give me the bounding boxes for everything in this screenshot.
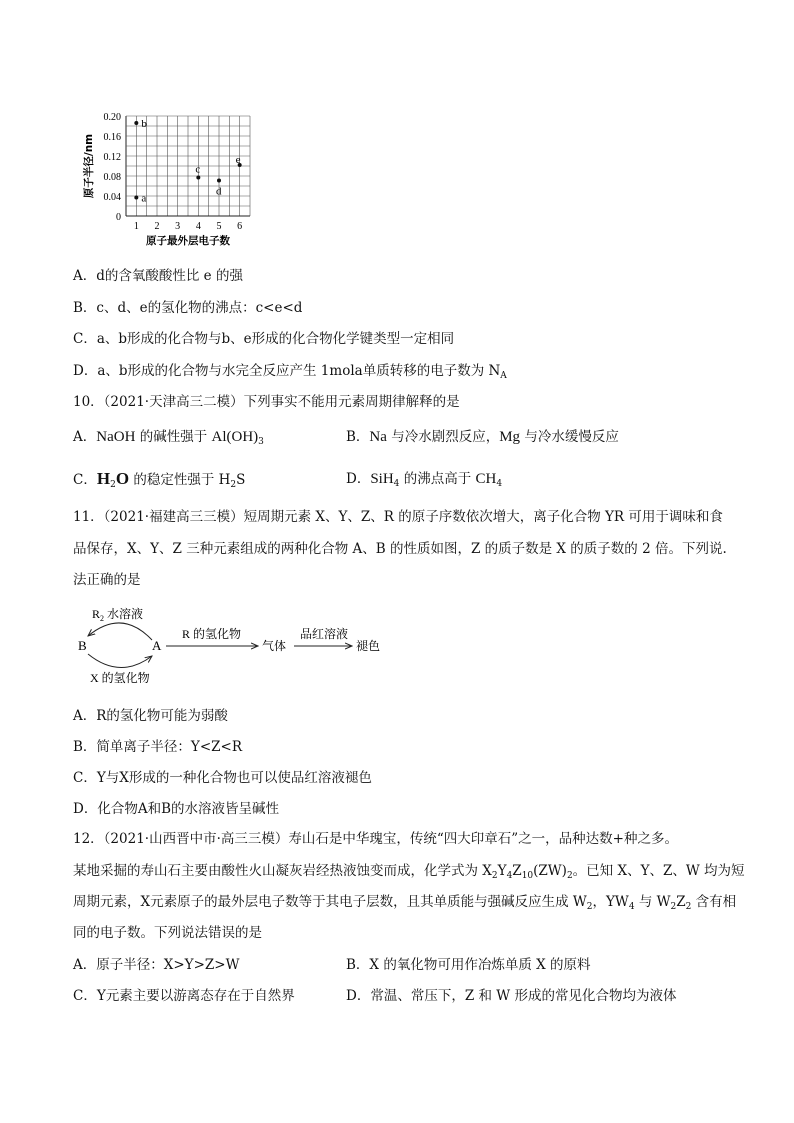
q9-option-c: C．a、b形成的化合物与b、e形成的化合物化学键类型一定相同 xyxy=(73,331,455,347)
q11-option-a: A．R的氢化物可能为弱酸 xyxy=(73,708,228,724)
q10-d-chem1: SiH xyxy=(370,471,394,487)
q10-b-end: 与冷水缓慢反应 xyxy=(520,429,619,445)
q10-b-chem1: Na xyxy=(369,429,387,445)
q10-b-prefix: B． xyxy=(346,429,370,445)
data-point-label-e: e xyxy=(235,154,241,166)
q9-option-a: A．d的含氧酸酸性比 e 的强 xyxy=(73,268,243,284)
q11-stem-line2: 品保存，X、Y、Z 三种元素组成的两种化合物 A、B 的性质如图，Z 的质子数是 X 的质子数的 2 倍。下列说. xyxy=(73,541,727,557)
data-point-label-a: a xyxy=(141,192,147,205)
q10-c-chem-sub: 2 xyxy=(110,480,116,490)
y-axis-title: 原子半径/nm xyxy=(83,133,95,199)
q10-a-sub: 3 xyxy=(258,437,264,447)
q12-option-c: C．Y元素主要以游离态存在于自然界 xyxy=(73,988,295,1004)
q10-c-end: S xyxy=(236,472,246,488)
q10-c-sub: 2 xyxy=(230,480,237,490)
q11-top-label: $R_2$ 水溶液 xyxy=(92,607,144,623)
data-point-b xyxy=(134,121,138,125)
data-point-d xyxy=(217,179,221,183)
x-tick-label: 5 xyxy=(216,221,222,232)
q10-a-prefix: A． xyxy=(73,429,97,445)
x-tick-label: 4 xyxy=(195,221,201,232)
q10-c-prefix: C． xyxy=(73,472,97,488)
x-axis-title: 原子最外层电子数 xyxy=(146,235,230,247)
x-tick-label: 3 xyxy=(175,221,181,232)
q12-stem-line2: 某地采掘的寿山石主要由酸性火山凝灰岩经热液蚀变而成，化学式为 $X_2Y_4Z_{10}(ZW)_2$。已知 X、Y、Z、W 均为短 xyxy=(73,863,745,881)
x-tick-label: 6 xyxy=(237,221,243,232)
q10-option-d xyxy=(346,470,502,493)
x-tick-label: 1 xyxy=(133,221,139,232)
q11-option-d: D．化合物A和B的水溶液皆呈碱性 xyxy=(73,801,279,817)
data-point-a xyxy=(134,196,138,200)
q10-a-chem2: Al(OH) xyxy=(211,429,259,445)
q10-d-sub2: 4 xyxy=(496,479,503,489)
q11-bottom-label: X 的氢化物 xyxy=(90,671,150,685)
q10-option-a xyxy=(73,428,264,451)
q10-option-b xyxy=(346,428,619,446)
q11-result: 褪色 xyxy=(356,639,381,653)
q11-bottom-arc xyxy=(88,654,152,668)
q11-option-c: C．Y与X形成的一种化合物也可以使品红溶液褪色 xyxy=(73,770,372,786)
x-tick-label: 2 xyxy=(154,221,160,232)
data-point-label-b: b xyxy=(141,118,147,130)
data-point-label-c: c xyxy=(195,163,201,176)
q12-option-b: B．X 的氧化物可用作冶炼单质 X 的原料 xyxy=(346,957,591,973)
q12-option-d: D．常温、常压下，Z 和 W 形成的常见化合物均为液体 xyxy=(346,988,677,1004)
q12-stem-line3: 周期元素，X元素原子的最外层电子数等于其电子层数，且其单质能与强碱反应生成 $W_2$，$YW_4$ 与 $W_2Z_2$ 含有相 xyxy=(73,894,737,912)
q10-d-prefix: D． xyxy=(346,471,371,487)
q11-option-b: B．简单离子半径：Y<Z<R xyxy=(73,739,243,755)
y-tick-label: 0.04 xyxy=(103,192,121,203)
y-tick-label: 0 xyxy=(116,212,121,223)
data-point-label-d: d xyxy=(216,185,222,198)
q11-gas: 气体 xyxy=(262,639,287,653)
q12-stem-line1: 12．（2021·山西晋中市·高三三模）寿山石是中华瑰宝，传统“四大印章石”之一，品种达数+种之多。 xyxy=(73,831,678,847)
q10-c-chem-end: O xyxy=(115,469,130,488)
y-tick-label: 0.08 xyxy=(103,172,121,183)
q9-option-d-text: D．a、b形成的化合物与水完全反应产生 1mola单质转移的电子数为 N xyxy=(73,363,501,379)
q10-d-chem2: CH xyxy=(475,471,497,487)
q10-stem: 10．（2021·天津高三二模）下列事实不能用元素周期律解释的是 xyxy=(73,394,460,410)
q11-arrow1-label: R 的氢化物 xyxy=(182,627,242,641)
q10-d-mid: 的沸点高于 xyxy=(399,471,476,487)
q11-stem-line3: 法正确的是 xyxy=(73,572,141,588)
atomic-radius-chart xyxy=(78,108,338,248)
q10-b-mid: 与冷水剧烈反应， xyxy=(386,429,500,445)
q11-node-b: B xyxy=(78,638,87,653)
q11-arrow2-label: 品红溶液 xyxy=(300,627,349,641)
q10-b-chem2: Mg xyxy=(499,429,521,445)
q11-stem-line1: 11．（2021·福建高三三模）短周期元素 X、Y、Z、R 的原子序数依次增大，离子化合物 YR 可用于调味和食 xyxy=(73,509,723,525)
data-point-c xyxy=(196,176,200,180)
q11-top-arc xyxy=(88,623,152,640)
q9-option-b: B．c、d、e的氢化物的沸点：c<e<d xyxy=(73,300,303,316)
q11-reaction-diagram xyxy=(72,598,402,688)
q12-option-a: A．原子半径：X>Y>Z>W xyxy=(73,957,240,973)
q10-d-sub1: 4 xyxy=(393,479,400,489)
q10-a-chem1: NaOH xyxy=(96,429,136,445)
q10-a-mid: 的碱性强于 xyxy=(135,429,212,445)
q10-option-c xyxy=(73,470,245,494)
q11-node-a: A xyxy=(152,638,162,653)
y-tick-label: 0.12 xyxy=(103,152,121,163)
q9-option-d-sub: A xyxy=(500,371,507,381)
q12-stem-line4: 同的电子数。下列说法错误的是 xyxy=(73,925,262,941)
q10-c-chem: H xyxy=(96,469,111,488)
q9-option-d xyxy=(73,362,507,385)
y-tick-label: 0.16 xyxy=(103,132,121,143)
q10-c-mid: 的稳定性强于 H xyxy=(129,472,231,488)
y-tick-label: 0.20 xyxy=(103,112,121,123)
